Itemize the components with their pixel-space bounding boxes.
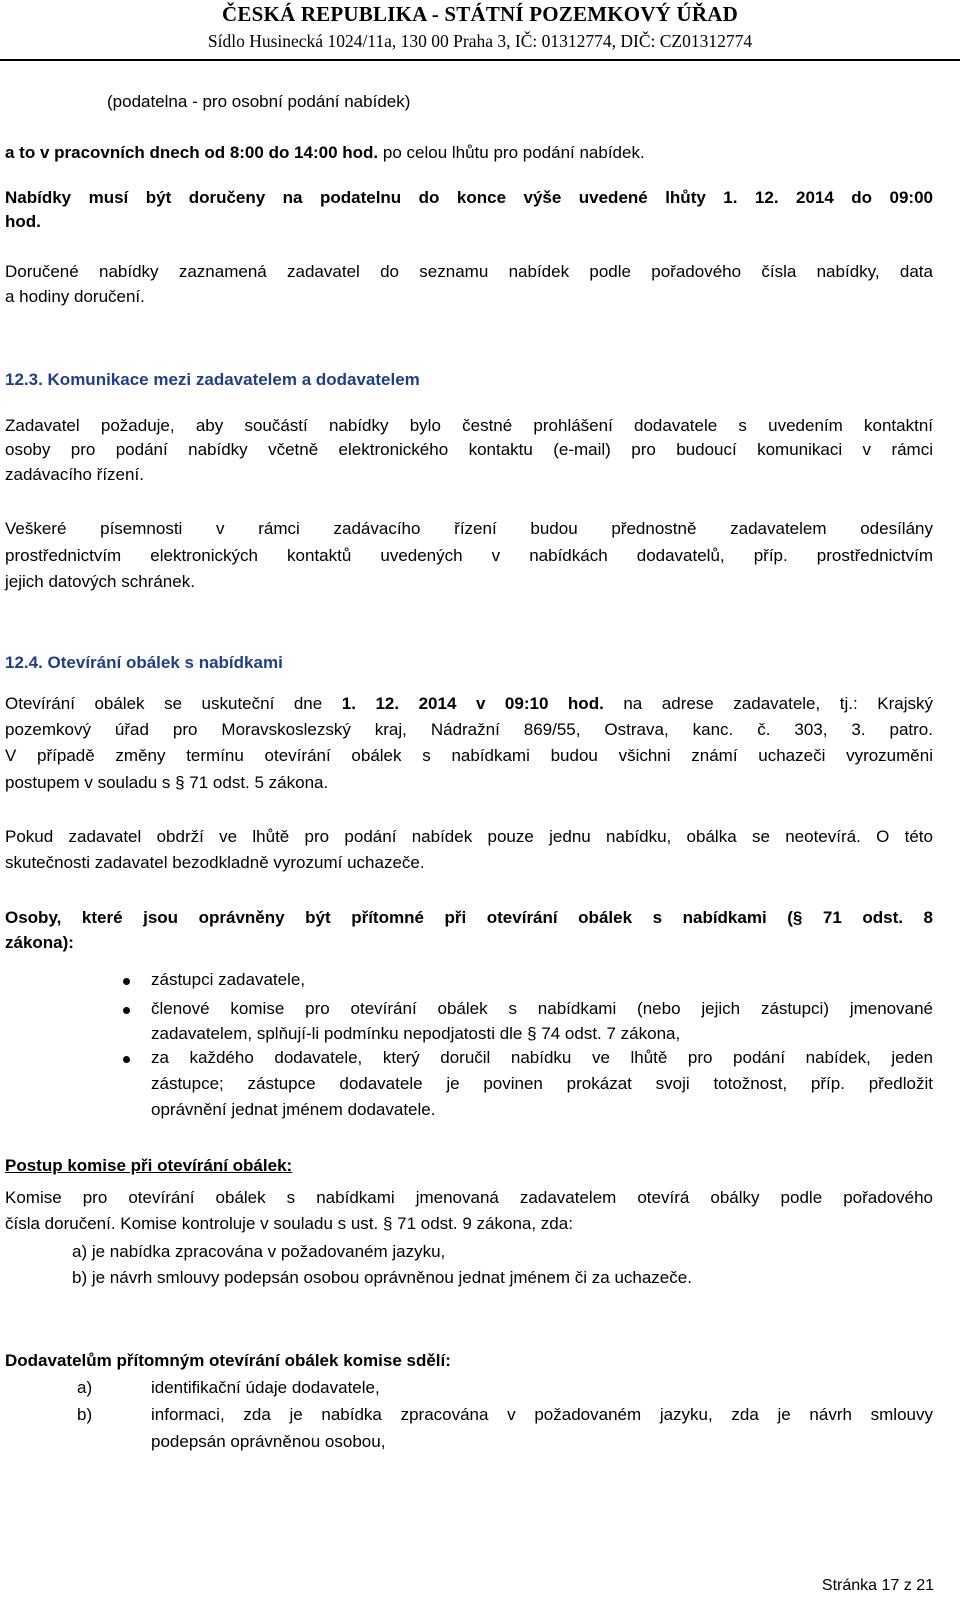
announce-item-b-line-1: informaci, zda je nabídka zpracována v požadovaném jazyku, zda je návrh smlouvy [151,1405,933,1424]
single-offer-line-2: skutečnosti zadavatel bezodkladně vyrozumí uchazeče. [5,853,425,872]
opening-p1-line-1 [5,694,933,714]
bullet-icon [123,978,130,985]
bullet-icon [123,1007,130,1014]
opening-p1-text-a: Otevírání obálek se uskuteční dne [5,694,323,713]
announce-marker-b: b) [77,1405,93,1424]
bullet-icon [123,1056,130,1063]
procedure-item-a: a) je nabídka zpracována v požadovaném jazyku, [72,1242,446,1261]
person-item-3-line-2: zástupce; zástupce dodavatele je povinen prokázat svoji totožnost, příp. předložit [151,1074,933,1093]
communication-p2-line-1: Veškeré písemnosti v rámci zadávacího řízení budou přednostně zadavatelem odesílány [5,519,933,538]
communication-p2-line-2: prostřednictvím elektronických kontaktů uvedených v nabídkách dodavatelů, příp. prostřednictvím [5,546,933,565]
opening-p1-line-2: pozemkový úřad pro Moravskoslezský kraj, Nádražní 869/55, Ostrava, kanc. č. 303, 3. patro. [5,720,933,739]
opening-p1-line-4: postupem v souladu s § 71 odst. 5 zákona. [5,773,329,792]
procedure-line-2: čísla doručení. Komise kontroluje v souladu s ust. § 71 odst. 9 zákona, zda: [5,1214,573,1233]
procedure-item-b: b) je návrh smlouvy podepsán osobou oprávněnou jednat jménem či za uchazeče. [72,1268,692,1287]
header-title: ČESKÁ REPUBLIKA - STÁTNÍ POZEMKOVÝ ÚŘAD [222,2,738,26]
communication-p1-line-1: Zadavatel požaduje, aby součástí nabídky bylo čestné prohlášení dodavatele s uvedením kontaktní [5,416,933,435]
announce-marker-a: a) [77,1378,93,1397]
section-12-4-heading: 12.4. Otevírání obálek s nabídkami [5,653,283,672]
communication-p2-line-3: jejich datových schránek. [5,572,195,591]
procedure-line-1: Komise pro otevírání obálek s nabídkami jmenovaná zadavatelem otevírá obálky podle pořadového [5,1188,933,1207]
person-item-2-line-2: zadavatelem, splňují-li podmínku nepodjatosti dle § 74 odst. 7 zákona, [151,1024,681,1043]
deadline-line-1: Nabídky musí být doručeny na podatelnu do konce výše uvedené lhůty 1. 12. 2014 do 09:00 [5,188,933,207]
office-hours-bold: a to v pracovních dnech od 8:00 do 14:00 hod. [5,143,379,162]
office-hours [5,143,645,163]
single-offer-line-1: Pokud zadavatel obdrží ve lhůtě pro podání nabídek pouze jednu nabídku, obálka se neotevírá. O této [5,827,933,846]
opening-p1-text-b: na adrese zadavatele, tj.: Krajský [623,694,933,713]
person-item-1: zástupci zadavatele, [151,970,306,989]
procedure-heading: Postup komise při otevírání obálek: [5,1156,293,1175]
communication-p1-line-2: osoby pro podání nabídky včetně elektronického kontaktu (e-mail) pro budoucí komunikaci v rámci [5,440,933,459]
announce-item-b-line-2: podepsán oprávněnou osobou, [151,1432,386,1451]
deadline-line-2: hod. [5,212,41,231]
opening-date: 1. 12. 2014 v 09:10 hod. [341,694,604,713]
person-item-3-line-1: za každého dodavatele, který doručil nabídku ve lhůtě pro podání nabídek, jeden [151,1048,933,1067]
announce-item-a: identifikační údaje dodavatele, [151,1378,380,1397]
opening-p1-line-3: V případě změny termínu otevírání obálek s nabídkami budou všichni známí uchazeči vyrozuměni [5,746,933,765]
person-item-2-line-1: členové komise pro otevírání obálek s nabídkami (nebo jejich zástupci) jmenované [151,999,933,1018]
persons-heading-line-1: Osoby, které jsou oprávněny být přítomné při otevírání obálek s nabídkami (§ 71 odst. 8 [5,908,933,927]
persons-heading-line-2: zákona): [5,933,74,952]
header-divider [0,59,960,61]
podatelna-note: (podatelna - pro osobní podání nabídek) [107,92,411,111]
page-number: Stránka 17 z 21 [821,1577,934,1594]
person-item-3-line-3: oprávnění jednat jménem dodavatele. [151,1100,436,1119]
office-hours-rest: po celou lhůtu pro podání nabídek. [382,143,645,162]
announce-heading: Dodavatelům přítomným otevírání obálek komise sdělí: [5,1351,451,1370]
register-line-2: a hodiny doručení. [5,287,145,306]
section-12-3-heading: 12.3. Komunikace mezi zadavatelem a dodavatelem [5,370,420,389]
communication-p1-line-3: zadávacího řízení. [5,465,144,484]
register-line-1: Doručené nabídky zaznamená zadavatel do seznamu nabídek podle pořadového čísla nabídky, data [5,262,933,281]
header-address: Sídlo Husinecká 1024/11a, 130 00 Praha 3, IČ: 01312774, DIČ: CZ01312774 [207,31,753,51]
